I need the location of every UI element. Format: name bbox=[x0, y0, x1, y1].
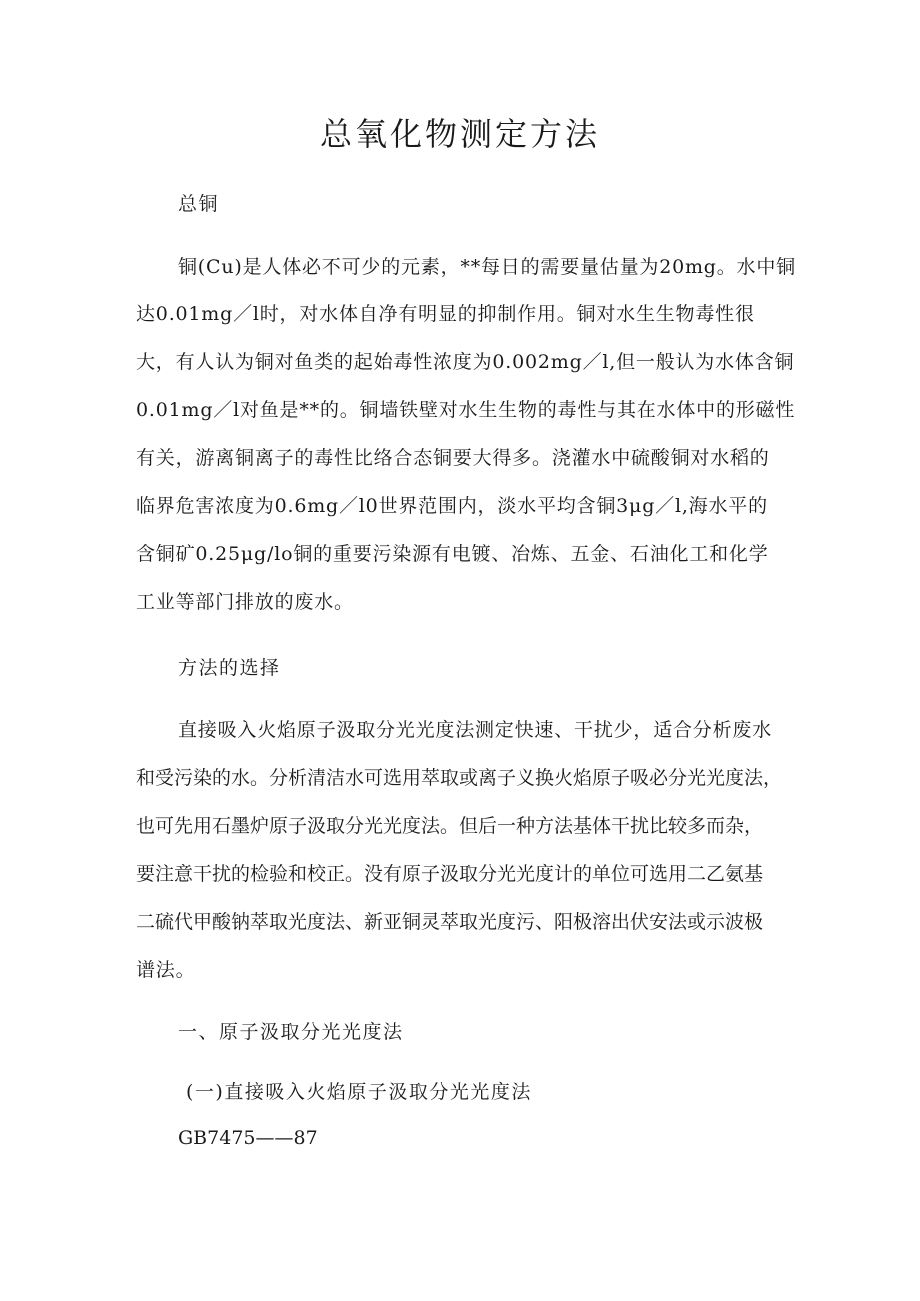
paragraph-line: 临界危害浓度为0.6mg／l0世界范围内，淡水平均含铜3μg／l,海水平的 bbox=[136, 495, 768, 517]
paragraph-line: 含铜矿0.25μg/lo铜的重要污染源有电镀、冶炼、五金、石油化工和化学 bbox=[136, 543, 769, 565]
paragraph-line: 铜(Cu)是人体必不可少的元素，**每日的需要量估量为20mg。水中铜 bbox=[178, 256, 796, 278]
paragraph-line: 直接吸入火焰原子汲取分光光度法测定快速、干扰少，适合分析废水 bbox=[178, 719, 773, 741]
subsection-heading-direct-flame-aas: (一)直接吸入火焰原子汲取分光光度法 bbox=[186, 1081, 532, 1103]
paragraph-line: 二硫代甲酸钠萃取光度法、新亚铜灵萃取光度污、阳极溶出伏安法或示波极 bbox=[136, 911, 764, 933]
paragraph-line: 0.01mg／l对鱼是**的。铜墙铁壁对水生生物的毒性与其在水体中的形磁性 bbox=[136, 399, 796, 421]
page-title: 总氧化物测定方法 bbox=[319, 115, 600, 153]
paragraph-line: 达0.01mg／l时，对水体自净有明显的抑制作用。铜对水生生物毒性很 bbox=[136, 303, 755, 325]
paragraph-line: 工业等部门排放的废水。 bbox=[136, 591, 354, 613]
paragraph-line: 和受污染的水。分析清洁水可选用萃取或离子义换火焰原子吸必分光光度法， bbox=[136, 767, 783, 789]
section-heading-aas: 一、原子汲取分光光度法 bbox=[178, 1021, 404, 1043]
paragraph-line: 大，有人认为铜对鱼类的起始毒性浓度为0.002mg／l,但一般认为水体含铜 bbox=[136, 351, 795, 373]
section-heading-total-copper: 总铜 bbox=[178, 193, 220, 215]
paragraph-line: 谱法。 bbox=[136, 959, 196, 981]
section-heading-method-selection: 方法的选择 bbox=[178, 657, 281, 679]
paragraph-line: 有关，游离铜离子的毒性比络合态铜要大得多。浇灌水中硫酸铜对水稻的 bbox=[136, 447, 770, 469]
paragraph-line: 也可先用石墨炉原子汲取分光光度法。但后一种方法基体干扰比较多而杂， bbox=[136, 815, 764, 837]
standard-number: GB7475——87 bbox=[178, 1127, 318, 1149]
paragraph-line: 要注意干扰的检验和校正。没有原子汲取分光光度计的单位可选用二乙氨基 bbox=[136, 863, 764, 885]
